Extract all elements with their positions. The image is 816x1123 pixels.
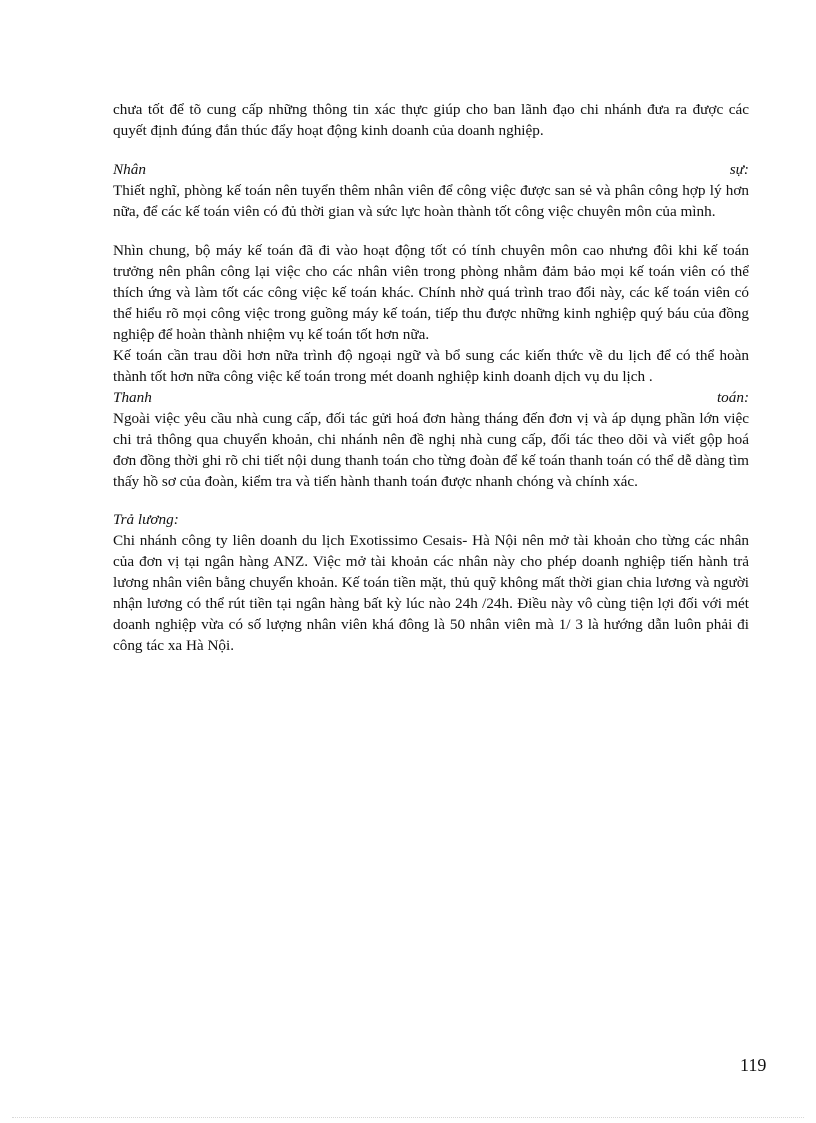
page-content xyxy=(113,99,749,656)
tra-luong-paragraph: Chi nhánh công ty liên doanh du lịch Exotissimo Cesais- Hà Nội nên mở tài khoản cho từng các nhân của đơn vị tại ngân hàng ANZ. Việc mở tài khoản các nhân này cho phép doanh nghiệp tiến hành trả lương nhân viên bằng chuyển khoản. Kế toán tiền mặt, thủ quỹ không mất thời gian chia lương và người nhận lương có thể rút tiền tại ngân hàng bất kỳ lúc nào 24h /24h. Điều này vô cùng tiện lợi đối với mét doanh nghiệp vừa có số lượng nhân viên khá đông là 50 nhân viên mà 1/ 3 là hướng dẫn luôn phải đi công tác xa Hà Nội. xyxy=(113,532,749,654)
page-bottom-divider xyxy=(12,1117,804,1118)
general-paragraph-1: Nhìn chung, bộ máy kế toán đã đi vào hoạt động tốt có tính chuyên môn cao nhưng đôi khi kế toán trưởng nên phân công lại việc cho các nhân viên trong phòng nhằm đảm bảo mọi kế toán viên có thể thích ứng và làm tốt các công việc kế toán khác. Chính nhờ quá trình trao đổi này, các kế toán viên có thể hiểu rõ mọi công việc trong guồng máy kế toán, tiếp thu được những kinh nghiệp quý báu của đồng nghiệp để hoàn thành nhiệm vụ kế toán tốt hơn nữa. xyxy=(113,242,749,343)
spacer xyxy=(113,222,749,240)
thanh-toan-paragraph: Ngoài việc yêu cầu nhà cung cấp, đối tác gửi hoá đơn hàng tháng đến đơn vị và áp dụng phần lớn việc chi trả thông qua chuyển khoản, chi nhánh nên đề nghị nhà cung cấp, đối tác theo dõi và viết gộp hoá đơn đồng thời ghi rõ chi tiết nội dung thanh toán cho từng đoàn để kế toán thanh toán có thể dễ dàng tìm thấy hồ sơ của đoàn, kiểm tra và tiến hành thanh toán được nhanh chóng và chính xác. xyxy=(113,410,749,490)
nhan-su-heading-right: sự: xyxy=(729,161,749,178)
spacer xyxy=(113,141,749,159)
page-number: 119 xyxy=(740,1055,767,1075)
nhan-su-heading-left: Nhân xyxy=(113,161,146,178)
thanh-toan-heading-right: toán: xyxy=(716,389,749,406)
thanh-toan-heading xyxy=(113,387,749,408)
nhan-su-paragraph: Thiết nghĩ, phòng kế toán nên tuyển thêm nhân viên để công việc được san sẻ và phân công hợp lý hơn nữa, để các kế toán viên có đủ thời gian và sức lực hoàn thành tốt công việc chuyên môn của mình. xyxy=(113,182,749,220)
thanh-toan-heading-left: Thanh xyxy=(113,389,152,406)
spacer xyxy=(113,492,749,509)
general-paragraph-2: Kế toán cần trau dồi hơn nữa trình độ ngoại ngữ và bổ sung các kiến thức về du lịch để có thể hoàn thành tốt hơn nữa công việc kế toán trong mét doanh nghiệp kinh doanh dịch vụ du lịch . xyxy=(113,347,749,385)
intro-paragraph: chưa tốt để tõ cung cấp những thông tin xác thực giúp cho ban lãnh đạo chi nhánh đưa ra được các quyết định đúng đắn thúc đẩy hoạt động kinh doanh của doanh nghiệp. xyxy=(113,101,749,139)
tra-luong-heading: Trả lương: xyxy=(113,511,179,528)
nhan-su-heading xyxy=(113,159,749,180)
